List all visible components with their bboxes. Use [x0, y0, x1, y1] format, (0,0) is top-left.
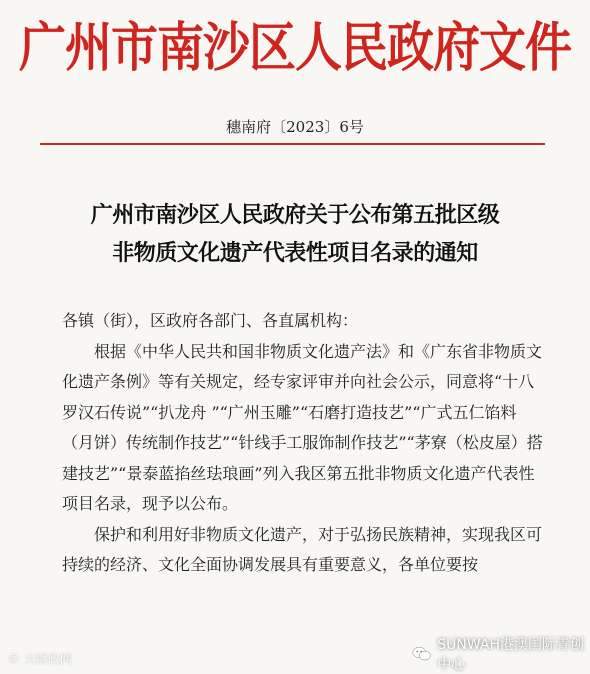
addressee: 各镇（街），区政府各部门、各直属机构： — [62, 311, 359, 330]
watermark-right-text: SUNWAH港澳国际青创中心 — [437, 637, 585, 673]
notice-title — [0, 196, 590, 272]
wechat-icon — [412, 645, 431, 663]
watermark-left: © 大财政网 — [8, 652, 72, 666]
document-number: 穗南府〔2023〕6号 — [226, 118, 364, 136]
notice-body — [62, 306, 544, 581]
red-divider — [40, 143, 545, 145]
notice-title-line2: 非物质文化遗产代表性项目名录的通知 — [112, 240, 478, 266]
body-paragraph-1: 根据《中华人民共和国非物质文化遗产法》和《广东省非物质文化遗产条例》等有关规定，经专家评审并向社会公示，同意将“十八罗汉石传说”“扒龙舟 ”“广州玉雕”“石磨打造技艺”“广式五仁馅料（月饼）传统制作技艺”“针线手工服饰制作技艺”“茅寮（松皮屋）搭建技艺”“景泰蓝掐丝珐琅画”列入我区第五批非物质文化遗产代表性项目名录，现予以公布。 — [62, 341, 543, 513]
watermark-right — [412, 634, 590, 674]
notice-title-line1: 广州市南沙区人民政府关于公布第五批区级 — [90, 202, 500, 228]
body-paragraph-2: 保护和利用好非物质文化遗产，对于弘扬民族精神，实现我区可持续的经济、文化全面协调发展具有重要意义，各单位要按 — [62, 524, 543, 574]
document-header-title: 广州市南沙区人民政府文件 — [19, 17, 571, 79]
